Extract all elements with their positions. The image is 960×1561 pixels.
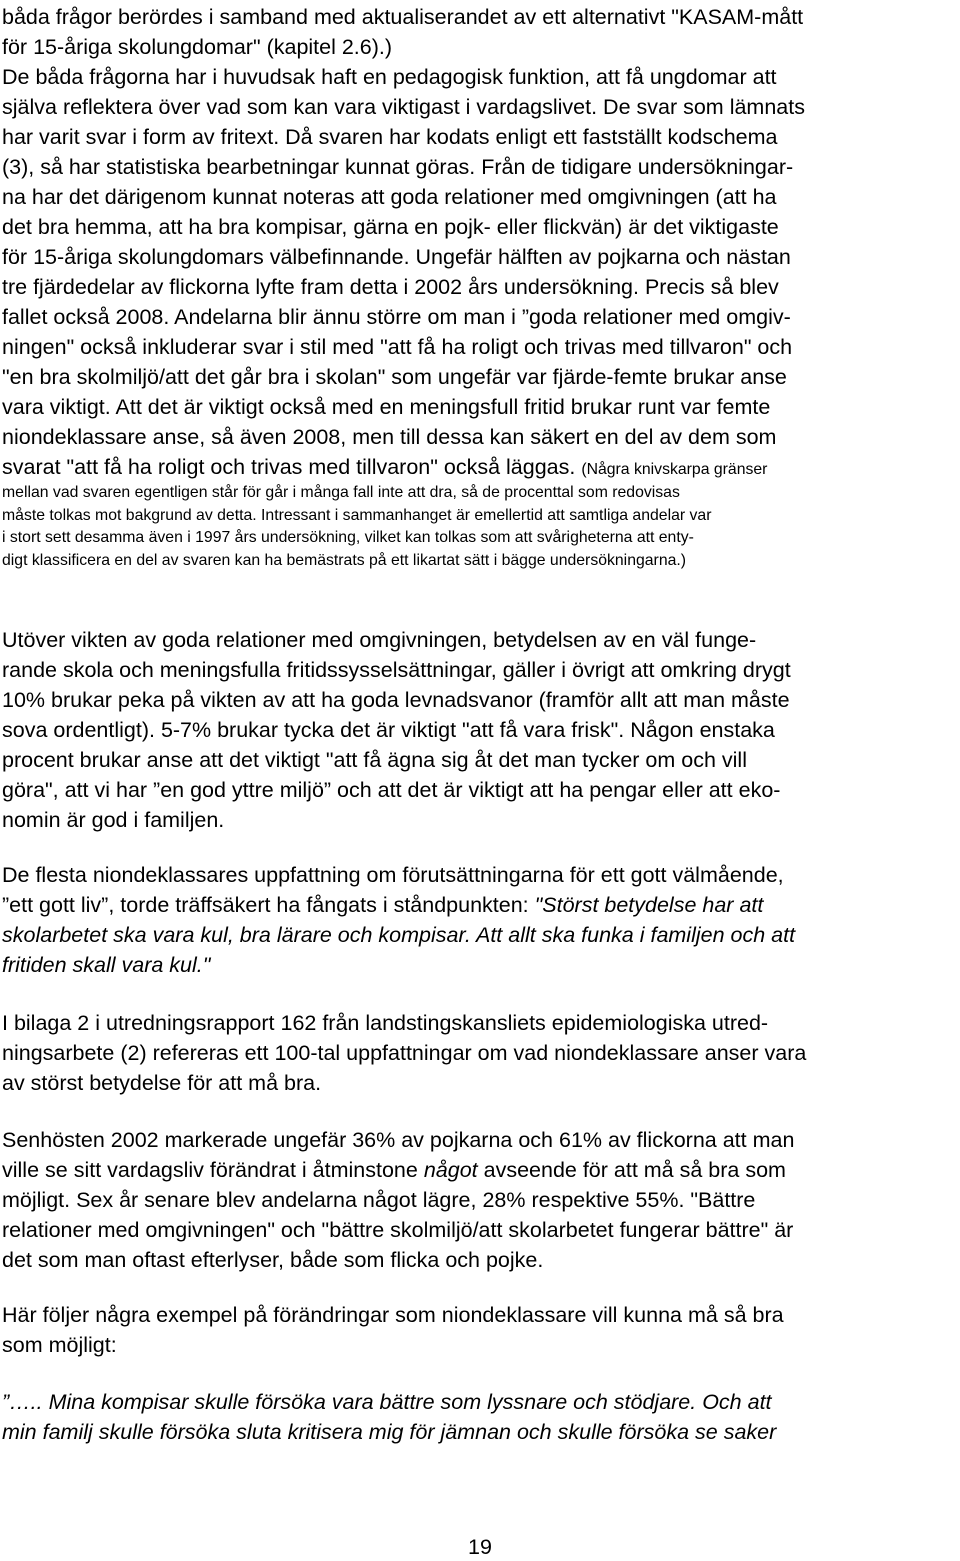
page-number: 19: [468, 1535, 492, 1559]
text-line: Senhösten 2002 markerade ungefär 36% av pojkarna och 61% av flickorna att man: [2, 1128, 795, 1152]
text-line: procent brukar anse att det viktigt "att få ägna sig åt det man tycker om och vill: [2, 748, 747, 772]
text-line: göra", att vi har ”en god yttre miljö” och att det är viktigt att ha pengar eller att eko-: [2, 778, 781, 802]
text-line: Utöver vikten av goda relationer med omgivningen, betydelsen av en väl funge-: [2, 628, 757, 652]
text-line: tre fjärdedelar av flickorna lyfte fram detta i 2002 års undersökning. Precis så blev: [2, 275, 779, 299]
text-line: 10% brukar peka på vikten av att ha goda levnadsvanor (framför allt att man måste: [2, 688, 790, 712]
text-line: na har det därigenom kunnat noteras att goda relationer med omgivningen (att ha: [2, 185, 777, 209]
text-line: båda frågor berördes i samband med aktualiserandet av ett alternativt "KASAM-mått: [2, 5, 804, 29]
text-line: har varit svar i form av fritext. Då svaren har kodats enligt ett fastställt kodschema: [2, 125, 778, 149]
text-segment: ”ett gott liv”, torde träffsäkert ha fångats i ståndpunkten:: [2, 893, 535, 917]
paragraph-6: [2, 1300, 784, 1360]
text-line: själva reflektera över vad som kan vara viktigast i vardagslivet. De svar som lämnats: [2, 95, 805, 119]
text-line: ningsarbete (2) refereras ett 100-tal uppfattningar om vad niondeklassare anser vara: [2, 1041, 807, 1065]
quote-text: "Störst betydelse har att: [534, 893, 764, 917]
text-line: möjligt. Sex år senare blev andelarna något lägre, 28% respektive 55%. "Bättre: [2, 1188, 756, 1212]
text-line: rande skola och meningsfulla fritidssysselsättningar, gäller i övrigt att omkring drygt: [2, 658, 791, 682]
text-line: "en bra skolmiljö/att det går bra i skolan" som ungefär var fjärde-femte brukar anse: [2, 365, 787, 389]
text-line: som möjligt:: [2, 1333, 117, 1357]
text-line: sova ordentligt). 5-7% brukar tycka det är viktigt "att få vara frisk". Någon enstaka: [2, 718, 775, 742]
paragraph-3: [2, 860, 795, 980]
emphasis-text: något: [423, 1158, 478, 1182]
text-line: De båda frågorna har i huvudsak haft en pedagogisk funktion, att få ungdomar att: [2, 65, 777, 89]
text-line-mixed: [2, 890, 795, 920]
paragraph-7-quote: [2, 1387, 776, 1447]
text-segment: svarat "att få ha roligt och trivas med tillvaron" också läggas.: [2, 455, 582, 479]
quote-line: skolarbetet ska vara kul, bra lärare och kompisar. Att allt ska funka i familjen och att: [2, 923, 796, 947]
text-line: relationer med omgivningen" och "bättre skolmiljö/att skolarbetet fungerar bättre" är: [2, 1218, 794, 1242]
paragraph-4: [2, 1008, 806, 1098]
text-line-mixed: [2, 452, 805, 482]
text-line: av störst betydelse för att må bra.: [2, 1071, 322, 1095]
footnote-line: i stort sett desamma även i 1997 års undersökning, vilket kan tolkas som att svårigheterna att enty-: [2, 529, 694, 546]
text-line: vara viktigt. Att det är viktigt också med en meningsfull fritid brukar runt var femte: [2, 395, 771, 419]
footnote-text-start: (Några knivskarpa gränser: [581, 461, 768, 478]
text-segment: avseende för att må så bra som: [477, 1158, 786, 1182]
text-line: det bra hemma, att ha bra kompisar, gärna en pojk- eller flickvän) är det viktigaste: [2, 215, 779, 239]
text-line: ningen" också inkluderar svar i stil med "att få ha roligt och trivas med tillvaron" och: [2, 335, 793, 359]
quote-line: ”….. Mina kompisar skulle försöka vara bättre som lyssnare och stödjare. Och att: [2, 1390, 772, 1414]
paragraph-2: [2, 625, 791, 835]
text-line: I bilaga 2 i utredningsrapport 162 från landstingskansliets epidemiologiska utred-: [2, 1011, 769, 1035]
text-line: niondeklassare anse, så även 2008, men till dessa kan säkert en del av dem som: [2, 425, 777, 449]
text-line: för 15-åriga skolungdomar" (kapitel 2.6).): [2, 35, 393, 59]
text-line: fallet också 2008. Andelarna blir ännu större om man i ”goda relationer med omgiv-: [2, 305, 791, 329]
text-line: nomin är god i familjen.: [2, 808, 225, 832]
text-segment: ville se sitt vardagsliv förändrat i åtminstone: [2, 1158, 424, 1182]
paragraph-5: [2, 1125, 794, 1275]
footnote-line: måste tolkas mot bakgrund av detta. Intressant i sammanhanget är emellertid att samtliga andelar var: [2, 506, 712, 524]
text-line: De flesta niondeklassares uppfattning om förutsättningarna för ett gott välmående,: [2, 863, 784, 887]
text-line: för 15-åriga skolungdomars välbefinnande. Ungefär hälften av pojkarna och nästan: [2, 245, 791, 269]
text-line: (3), så har statistiska bearbetningar kunnat göras. Från de tidigare undersökningar-: [2, 155, 794, 179]
quote-line: fritiden skall vara kul.": [2, 953, 211, 977]
footnote-line: digt klassificera en del av svaren kan ha bemästrats på ett likartat sätt i bägge undersökningarna.): [2, 551, 687, 569]
footnote-line: mellan vad svaren egentligen står för går i många fall inte att dra, så de procenttal som redovisas: [2, 484, 680, 501]
text-line: Här följer några exempel på förändringar som niondeklassare vill kunna må så bra: [2, 1303, 784, 1327]
quote-line: min familj skulle försöka sluta kritisera mig för jämnan och skulle försöka se saker: [2, 1420, 777, 1444]
text-line: det som man oftast efterlyser, både som flicka och pojke.: [2, 1248, 544, 1272]
paragraph-1: [2, 2, 805, 572]
text-line-mixed: [2, 1155, 794, 1185]
